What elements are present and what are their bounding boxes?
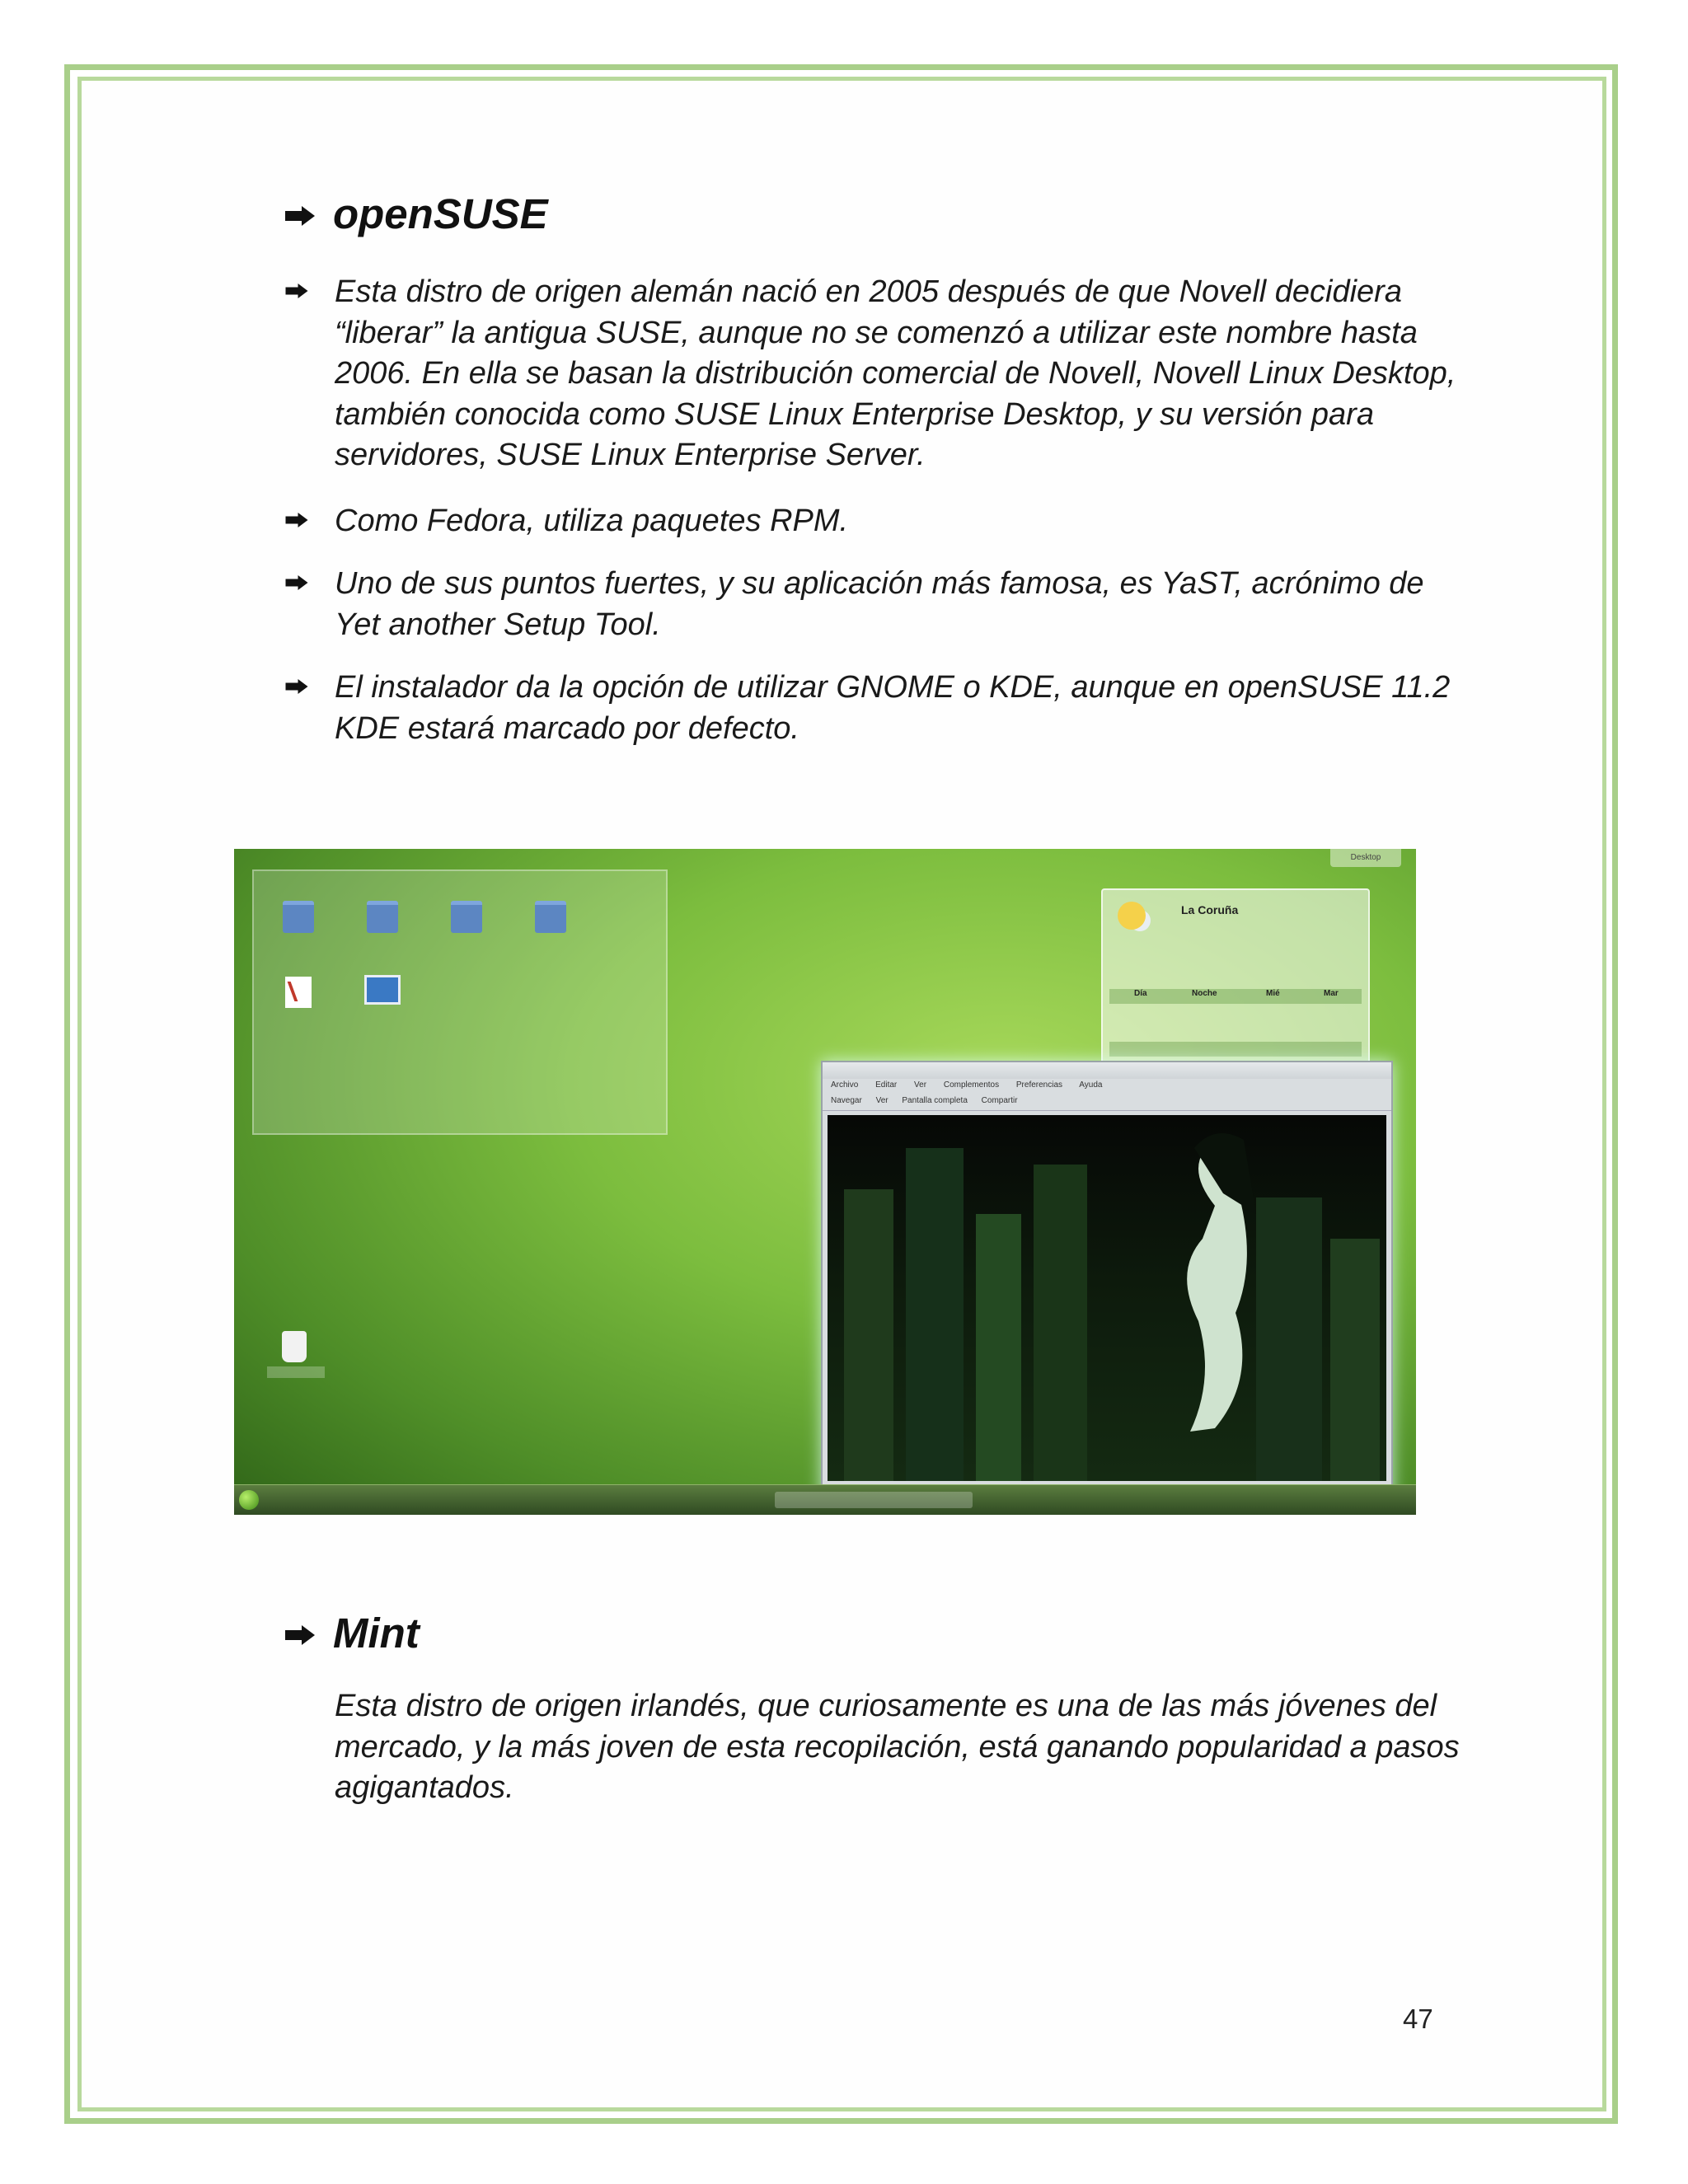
weather-day: Mar xyxy=(1324,989,1339,998)
menu-item[interactable]: Editar xyxy=(875,1080,898,1090)
bullet-text: El instalador da la opción de utilizar GNOME o KDE, aunque en openSUSE 11.2 KDE estará marcado por defecto. xyxy=(335,670,1451,746)
folder-view-panel xyxy=(252,869,668,1135)
menu-item[interactable]: Archivo xyxy=(831,1080,859,1090)
trash-label xyxy=(267,1366,325,1378)
toolbar-button[interactable]: Compartir xyxy=(981,1096,1018,1105)
menu-item[interactable]: Complementos xyxy=(943,1080,1000,1090)
arrow-bullet-icon xyxy=(285,513,308,527)
viewer-image xyxy=(828,1115,1386,1481)
computer-icon xyxy=(349,975,415,1018)
menu-item[interactable]: Preferencias xyxy=(1015,1080,1063,1090)
weather-sun-icon xyxy=(1118,902,1146,930)
taskbar-clock xyxy=(1406,1490,1409,1505)
pdf-icon xyxy=(265,977,331,1021)
arrow-bullet-icon xyxy=(285,679,308,694)
weather-row xyxy=(1109,1042,1362,1057)
trash-icon xyxy=(282,1331,307,1362)
taskbar-window-item[interactable] xyxy=(775,1492,973,1508)
desktop-button: Desktop xyxy=(1330,849,1401,867)
toolbar-button[interactable]: Pantalla completa xyxy=(902,1096,968,1105)
section-heading-mint: Mint xyxy=(333,1610,420,1657)
weather-day: Mié xyxy=(1266,989,1280,998)
opensuse-desktop-screenshot xyxy=(234,849,1416,1515)
section-paragraph: Esta distro de origen irlandés, que curiosamente es una de las más jóvenes del mercado, y la más joven de esta recopilación, está ganando popularidad a pasos agigantados. xyxy=(335,1689,1460,1805)
section-heading-opensuse: openSUSE xyxy=(333,190,548,237)
toolbar-button[interactable]: Ver xyxy=(875,1096,889,1105)
arrow-bullet-icon xyxy=(285,206,315,226)
window-menubar xyxy=(823,1079,1391,1092)
weather-days-row xyxy=(1109,989,1362,1004)
page-number: 47 xyxy=(1403,2004,1433,2034)
start-menu-icon[interactable] xyxy=(239,1490,259,1510)
arrow-bullet-icon xyxy=(285,575,308,590)
window-titlebar[interactable] xyxy=(823,1062,1391,1079)
weather-city: La Coruña xyxy=(1181,903,1239,916)
menu-item[interactable]: Ayuda xyxy=(1079,1080,1103,1090)
bullet-text: Como Fedora, utiliza paquetes RPM. xyxy=(335,504,849,538)
weather-day: Día xyxy=(1134,989,1147,998)
folder-icon xyxy=(518,901,584,946)
bullet-text: Esta distro de origen alemán nació en 2005 después de que Novell decidiera “liberar” la antigua SUSE, aunque no se comenzó a utilizar este nombre hasta 2006. En ella se basan la distribución comercial de Novell, Novell Linux Desktop, también conocida como SUSE Linux Enterprise Desktop, y su versión para servidores, SUSE Linux Enterprise Server. xyxy=(335,274,1456,472)
folder-icon xyxy=(265,901,331,946)
folder-icon xyxy=(349,901,415,946)
window-toolbar xyxy=(823,1092,1391,1111)
taskbar xyxy=(234,1484,1416,1515)
bullet-text: Uno de sus puntos fuertes, y su aplicación más famosa, es YaST, acrónimo de Yet another Setup Tool. xyxy=(335,566,1424,642)
arrow-bullet-icon xyxy=(285,1625,315,1645)
arrow-bullet-icon xyxy=(285,284,308,298)
image-viewer-window[interactable] xyxy=(821,1061,1393,1507)
toolbar-button[interactable]: Navegar xyxy=(831,1096,862,1105)
folder-icon xyxy=(434,901,499,946)
menu-item[interactable]: Ver xyxy=(914,1080,927,1090)
weather-day: Noche xyxy=(1192,989,1217,998)
